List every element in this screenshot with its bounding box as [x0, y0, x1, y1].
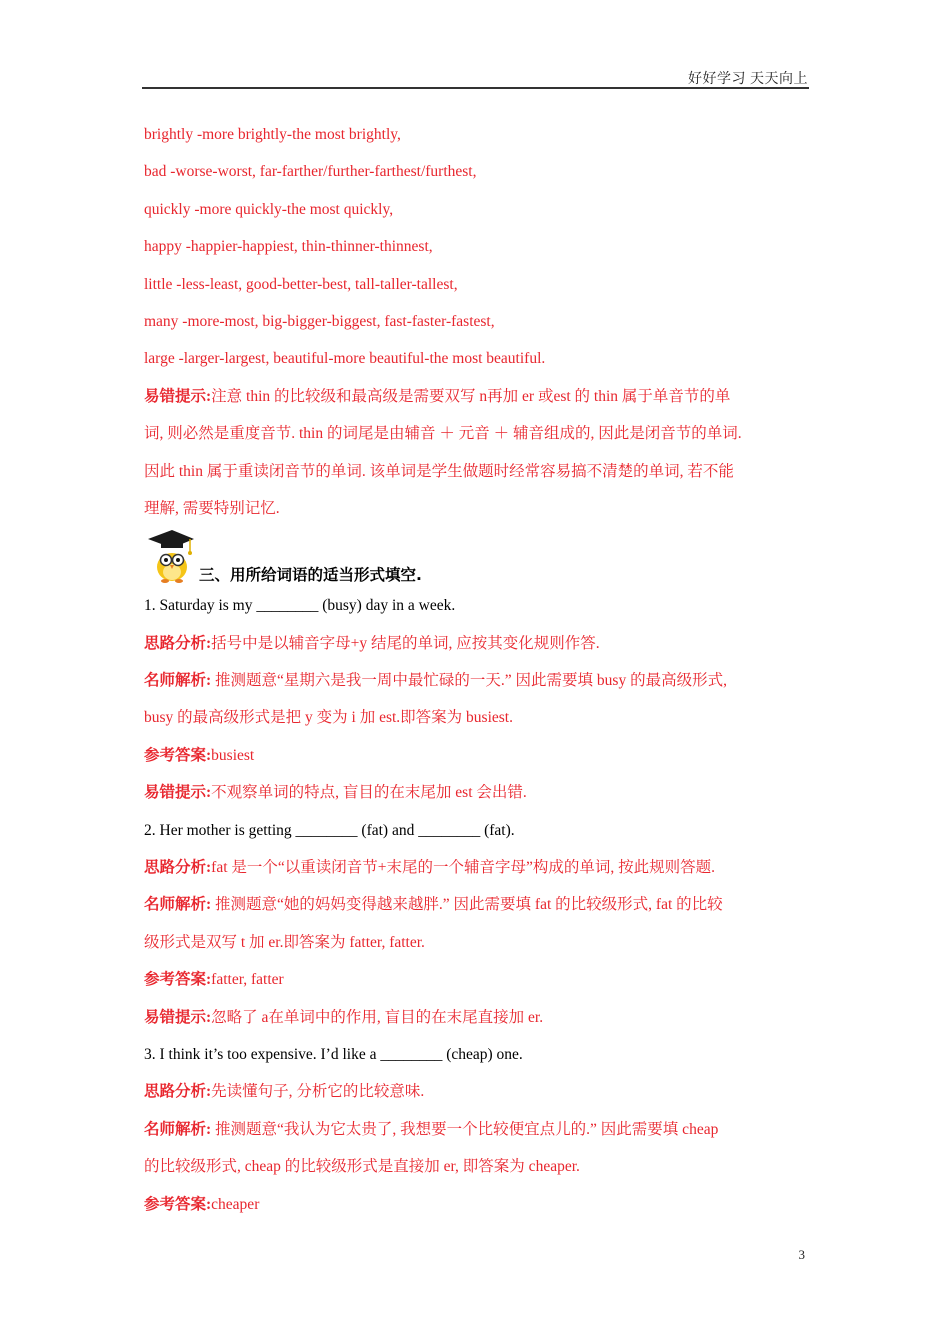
analysis-text: 先读懂句子, 分析它的比较意味.	[211, 1083, 425, 1101]
answer-text: busiest	[211, 746, 255, 764]
header-divider	[142, 87, 809, 89]
teacher-label: 名师解析:	[144, 896, 212, 914]
q1-teacher	[144, 662, 809, 699]
answer-label: 参考答案:	[144, 1195, 212, 1213]
word-forms-line: large -larger-largest, beautiful-more beautiful-the most beautiful.	[144, 350, 546, 368]
q1-answer	[144, 737, 809, 774]
tip-label: 易错提示:	[144, 1008, 212, 1026]
analysis-text: fat 是一个“以重读闭音节+末尾的一个辅音字母”构成的单词, 按此规则答题.	[211, 859, 716, 877]
question-2: 2. Her mother is getting ________ (fat) and ________ (fat).	[144, 821, 515, 839]
answer-label: 参考答案:	[144, 971, 212, 989]
word-forms-line: many -more-most, big-bigger-biggest, fast-faster-fastest,	[144, 312, 495, 330]
q2-teacher	[144, 886, 809, 923]
header-slogan: 好好学习 天天向上	[688, 72, 808, 87]
page-content	[144, 116, 809, 1223]
analysis-label: 思路分析:	[144, 859, 212, 877]
tip-paragraph-line: 理解, 需要特别记忆.	[144, 499, 280, 517]
word-forms-line: brightly -more brightly-the most brightly,	[144, 126, 401, 143]
tip-label: 易错提示:	[144, 387, 212, 405]
answer-label: 参考答案:	[144, 746, 212, 764]
answer-text: cheaper	[211, 1195, 260, 1213]
owl-graduate-icon	[144, 527, 196, 583]
analysis-label: 思路分析:	[144, 1083, 212, 1101]
q3-analysis	[144, 1073, 809, 1110]
teacher-text: 推测题意“我认为它太贵了, 我想要一个比较便宜点儿的.” 因此需要填 cheap	[215, 1120, 719, 1138]
section-heading	[144, 527, 809, 587]
analysis-label: 思路分析:	[144, 634, 212, 652]
word-forms-line: little -less-least, good-better-best, tall-taller-tallest,	[144, 275, 458, 293]
q3-teacher	[144, 1111, 809, 1148]
q2-answer	[144, 961, 809, 998]
teacher-text: 推测题意“星期六是我一周中最忙碌的一天.” 因此需要填 busy 的最高级形式,	[215, 672, 727, 690]
teacher-label: 名师解析:	[144, 672, 212, 690]
question-3: 3. I think it’s too expensive. I’d like a ________ (cheap) one.	[144, 1045, 523, 1063]
q1-teacher-cont: busy 的最高级形式是把 y 变为 i 加 est.即答案为 busiest.	[144, 709, 513, 727]
tip-text: 忽略了 a在单词中的作用, 盲目的在末尾直接加 er.	[211, 1008, 544, 1026]
teacher-text: 推测题意“她的妈妈变得越来越胖.” 因此需要填 fat 的比较级形式, fat 的比较	[215, 896, 723, 914]
answer-text: fatter, fatter	[211, 971, 284, 989]
teacher-label: 名师解析:	[144, 1120, 212, 1138]
tip-paragraph-line	[144, 378, 809, 415]
tip-text: 注意 thin 的比较级和最高级是需要双写 n再加 er 或est 的 thin 属于单音节的单	[211, 387, 731, 405]
q2-analysis	[144, 849, 809, 886]
word-forms-line: bad -worse-worst, far-farther/further-farthest/furthest,	[144, 163, 477, 181]
word-forms-line: happy -happier-happiest, thin-thinner-thinnest,	[144, 238, 433, 256]
tip-paragraph-line: 因此 thin 属于重读闭音节的单词. 该单词是学生做题时经常容易搞不清楚的单词, 若不能	[144, 462, 734, 480]
q3-answer	[144, 1186, 809, 1223]
page-number: 3	[798, 1247, 805, 1262]
tip-paragraph-line: 词, 则必然是重度音节. thin 的词尾是由辅音 ＋ 元音 ＋ 辅音组成的, 因此是闭音节的单词.	[144, 425, 742, 443]
q3-teacher-cont: 的比较级形式, cheap 的比较级形式是直接加 er, 即答案为 cheaper.	[144, 1158, 580, 1176]
q2-teacher-cont: 级形式是双写 t 加 er.即答案为 fatter, fatter.	[144, 933, 425, 951]
q1-analysis	[144, 625, 809, 662]
analysis-text: 括号中是以辅音字母+y 结尾的单词, 应按其变化规则作答.	[211, 634, 600, 652]
question-1: 1. Saturday is my ________ (busy) day in a week.	[144, 597, 456, 615]
tip-text: 不观察单词的特点, 盲目的在末尾加 est 会出错.	[211, 784, 527, 802]
q1-tip	[144, 774, 809, 811]
section-title: 三、用所给词语的适当形式填空.	[199, 566, 422, 585]
q2-tip	[144, 999, 809, 1036]
tip-label: 易错提示:	[144, 784, 212, 802]
word-forms-line: quickly -more quickly-the most quickly,	[144, 200, 394, 218]
